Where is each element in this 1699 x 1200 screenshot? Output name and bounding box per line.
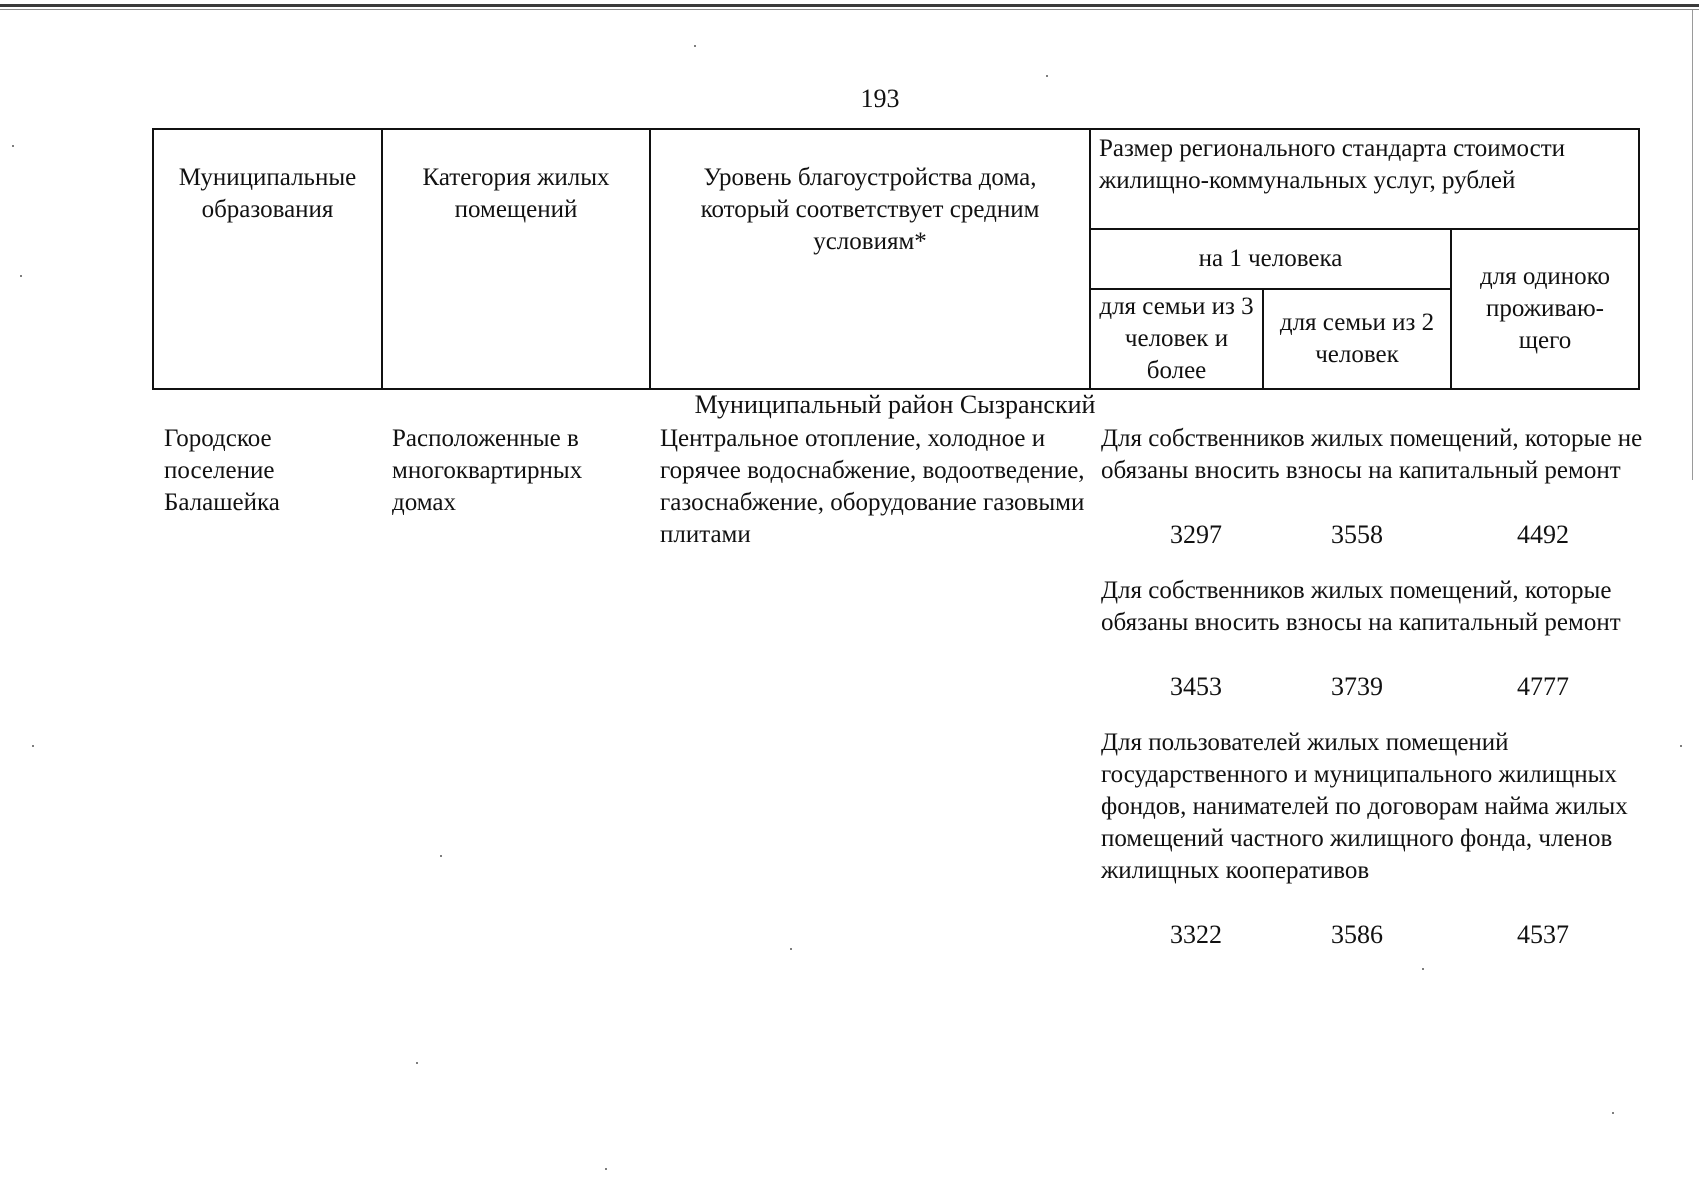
scan-speck <box>1680 745 1682 747</box>
group-1-description: Для собственников жилых помещений, которые не обязаны вносить взносы на капитальный ремонт <box>1101 425 1643 484</box>
header-housing-category: Категория жилых помещений <box>382 129 650 389</box>
scan-speck <box>694 45 696 47</box>
scan-top-border <box>0 4 1699 7</box>
header-amenity-level: Уровень благоустройства дома, который соответствует средним условиям* <box>650 129 1090 389</box>
scan-speck <box>20 275 22 277</box>
scan-speck <box>1422 968 1424 970</box>
scan-speck <box>12 145 14 147</box>
table-header <box>152 128 1640 390</box>
header-municipalities: Муниципальные образования <box>153 129 382 389</box>
value-single: 4492 <box>1517 520 1569 549</box>
header-standard-size: Размер регионального стандарта стоимости жилищно-коммунальных услуг, рублей <box>1090 129 1639 229</box>
group-2-values <box>1101 671 1641 703</box>
value-single: 4777 <box>1517 672 1569 701</box>
page-number: 193 <box>860 84 900 113</box>
amenity-description: Центральное отопление, холодное и горячее водоснабжение, водоотведение, газоснабжение, оборудование газовыми плитами <box>660 425 1085 548</box>
value-family-2: 3739 <box>1331 672 1383 701</box>
value-single: 4537 <box>1517 920 1569 949</box>
region-title: Муниципальный район Сызранский <box>694 390 1096 419</box>
scan-top-border-thin <box>0 9 1699 10</box>
scan-speck <box>790 948 792 950</box>
scan-right-edge <box>1692 10 1693 480</box>
group-3-values <box>1101 919 1641 951</box>
header-per-person: на 1 человека <box>1090 229 1451 289</box>
header-family-3-plus: для семьи из 3 человек и более <box>1090 289 1263 389</box>
group-1-values <box>1101 519 1641 551</box>
scan-speck <box>1612 1112 1614 1114</box>
group-3-description: Для пользователей жилых помещений государственного и муниципального жилищных фондов, нанимателей по договорам найма жилых помещений частного жилищного фонда, членов жилищных кооперативов <box>1101 729 1628 884</box>
header-single: для одиноко проживаю-щего <box>1451 229 1639 389</box>
value-family-2: 3586 <box>1331 920 1383 949</box>
scan-speck <box>440 855 442 857</box>
value-family-3-plus: 3322 <box>1170 920 1222 949</box>
value-family-3-plus: 3453 <box>1170 672 1222 701</box>
group-2-description: Для собственников жилых помещений, которые обязаны вносить взносы на капитальный ремонт <box>1101 577 1621 636</box>
scan-speck <box>32 745 34 747</box>
header-family-2: для семьи из 2 человек <box>1263 289 1451 389</box>
municipality-name: Городское поселение Балашейка <box>164 425 280 516</box>
scan-speck <box>1046 75 1048 77</box>
scan-speck <box>605 1168 607 1170</box>
scan-speck <box>416 1062 418 1064</box>
value-family-2: 3558 <box>1331 520 1383 549</box>
housing-category: Расположенные в многоквартирных домах <box>392 425 583 516</box>
value-family-3-plus: 3297 <box>1170 520 1222 549</box>
